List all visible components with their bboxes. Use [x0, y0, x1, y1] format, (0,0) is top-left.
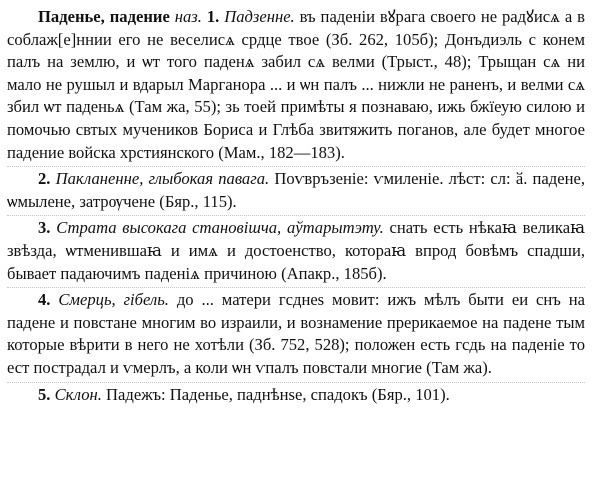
sense-number: 1. [206, 7, 220, 26]
sense-1 [7, 6, 585, 164]
sense-citation: Падежъ: Паденье, паднѣнѕе, спадокъ (Бяр., 101). [106, 384, 450, 404]
sense-gloss: Падзенне. [224, 7, 295, 26]
headword: Паденье, падение [38, 7, 170, 26]
sense-4 [7, 289, 585, 379]
sense-number: 2. [38, 169, 51, 189]
sense-gloss: Страта высокага становішча, аўтарытэту. [56, 218, 384, 238]
sense-number: 4. [38, 290, 51, 310]
sense-citation: въ паденiи вꙋрага своего не радꙋисѧ а в соблаж[е]ннии его не веселисѧ срдце твое (Зб. 262, 105б); Донъдиэль с конем палъ на землю, и ѡт того паденѧ забил сѧ велми (Трыст., 48); Трыщан сѧ ни мало не рушыл и вдарыл Марганора ... и ѡн палъ ... нижли не раненъ, и велми сѧ збил ѡт паденьѧ (Там жа, 55); зь тоей примѣты я познаваю, ижь бжїеую силою и помочью свтых мучеников Бориса и Глѣба звитяжить поганов, але будет многое падение войска хрстиянского (Мам., 182—183). [7, 7, 585, 162]
sense-3 [7, 217, 585, 285]
sense-number: 5. [38, 384, 51, 404]
sense-gloss: Склон. [54, 384, 102, 404]
sense-citation: снать есть нѣкаꙗ великаꙗ звѣзда, ѡтменившаꙗ и имѧ и достоенство, котораꙗ впрод бовѣмъ спадши, бывает падаючимъ паденiѧ причиною (Апакр., 185б). [7, 218, 585, 283]
sense-gloss: Пакланенне, глыбокая павага. [55, 169, 270, 189]
sense-number: 3. [38, 218, 51, 238]
sense-2 [7, 168, 585, 213]
sense-5 [7, 384, 585, 407]
sense-gloss: Смерць, гібель. [58, 290, 169, 310]
sense-citation: до ... матери гсднеѕ мовит: ижъ мѣлъ быти еи снъ на падене и повстане многим во израили, и вознамение прерикаемое на падене тым которые вѣрити в него не хотѣли (Зб. 752, 528); положен есть гсдь на паденiе то ест пострадал и ѵмерлъ, а коли ѡн ѵпалъ повстали многие (Там жа). [7, 290, 585, 377]
sense-citation: Поѵвръзеніе: ѵмиленіе. лѣст: сл: ӑ. падене, ѡмылене, затрѹчене (Бяр., 115). [7, 169, 585, 211]
grammar-label: наз. [174, 7, 202, 26]
